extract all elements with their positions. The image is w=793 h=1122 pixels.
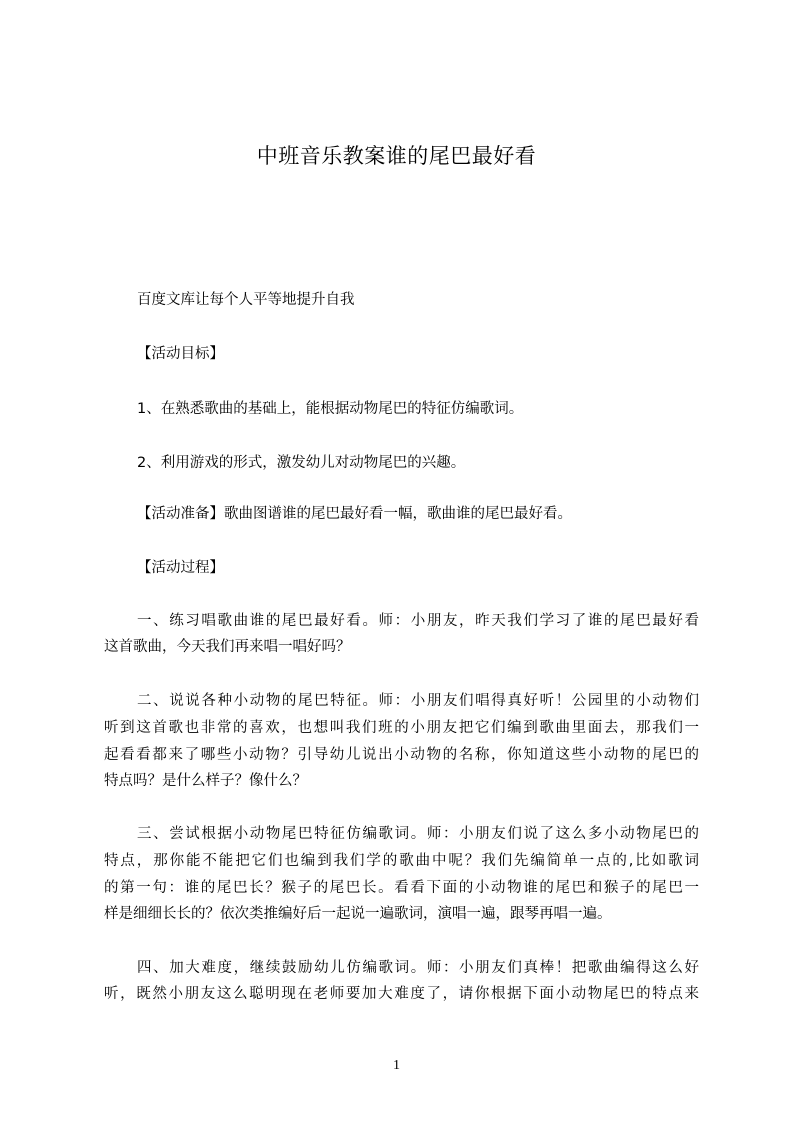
paragraph-line: 这首歌曲，今天我们再来唱一唱好吗？ — [104, 639, 351, 655]
document-title: 中班音乐教案谁的尾巴最好看 — [256, 144, 537, 168]
paragraph-line: 起看看都来了哪些小动物？引导幼儿说出小动物的名称，你知道这些小动物的尾巴的 — [104, 747, 699, 763]
paragraph-line: 特点，那你能不能把它们也编到我们学的歌曲中呢？我们先编简单一点的,比如歌词 — [104, 853, 699, 869]
header-line: 百度文库让每个人平等地提升自我 — [137, 292, 355, 308]
paragraph-line: 一、练习唱歌曲谁的尾巴最好看。师：小朋友，昨天我们学习了谁的尾巴最好看 — [137, 613, 699, 629]
paragraph-line: 四、加大难度，继续鼓励幼儿仿编歌词。师：小朋友们真棒！把歌曲编得这么好 — [137, 960, 699, 976]
paragraph-line: 三、尝试根据小动物尾巴特征仿编歌词。师：小朋友们说了这么多小动物尾巴的 — [137, 826, 699, 842]
goal-item-1: 1、在熟悉歌曲的基础上，能根据动物尾巴的特征仿编歌词。 — [137, 401, 524, 417]
page-number: 1 — [393, 1058, 400, 1073]
paragraph-line: 二、说说各种小动物的尾巴特征。师：小朋友们唱得真好听！公园里的小动物们 — [137, 693, 699, 709]
goal-item-2: 2、利用游戏的形式，激发幼儿对动物尾巴的兴趣。 — [137, 455, 466, 471]
paragraph-line: 听到这首歌也非常的喜欢，也想叫我们班的小朋友把它们编到歌曲里面去，那我们一 — [104, 720, 699, 736]
paragraph-line: 样是细细长长的？依次类推编好后一起说一遍歌词，演唱一遍，跟琴再唱一遍。 — [104, 906, 612, 922]
paragraph-line: 的第一句：谁的尾巴长？猴子的尾巴长。看看下面的小动物谁的尾巴和猴子的尾巴一 — [104, 880, 699, 896]
section-heading-process: 【活动过程】 — [137, 560, 224, 576]
section-heading-goals: 【活动目标】 — [137, 346, 224, 362]
paragraph-line: 特点吗？是什么样子？像什么？ — [104, 773, 307, 789]
preparation-line: 【活动准备】歌曲图谱谁的尾巴最好看一幅，歌曲谁的尾巴最好看。 — [137, 506, 572, 522]
paragraph-line: 听，既然小朋友这么聪明现在老师要加大难度了，请你根据下面小动物尾巴的特点来 — [104, 986, 699, 1002]
